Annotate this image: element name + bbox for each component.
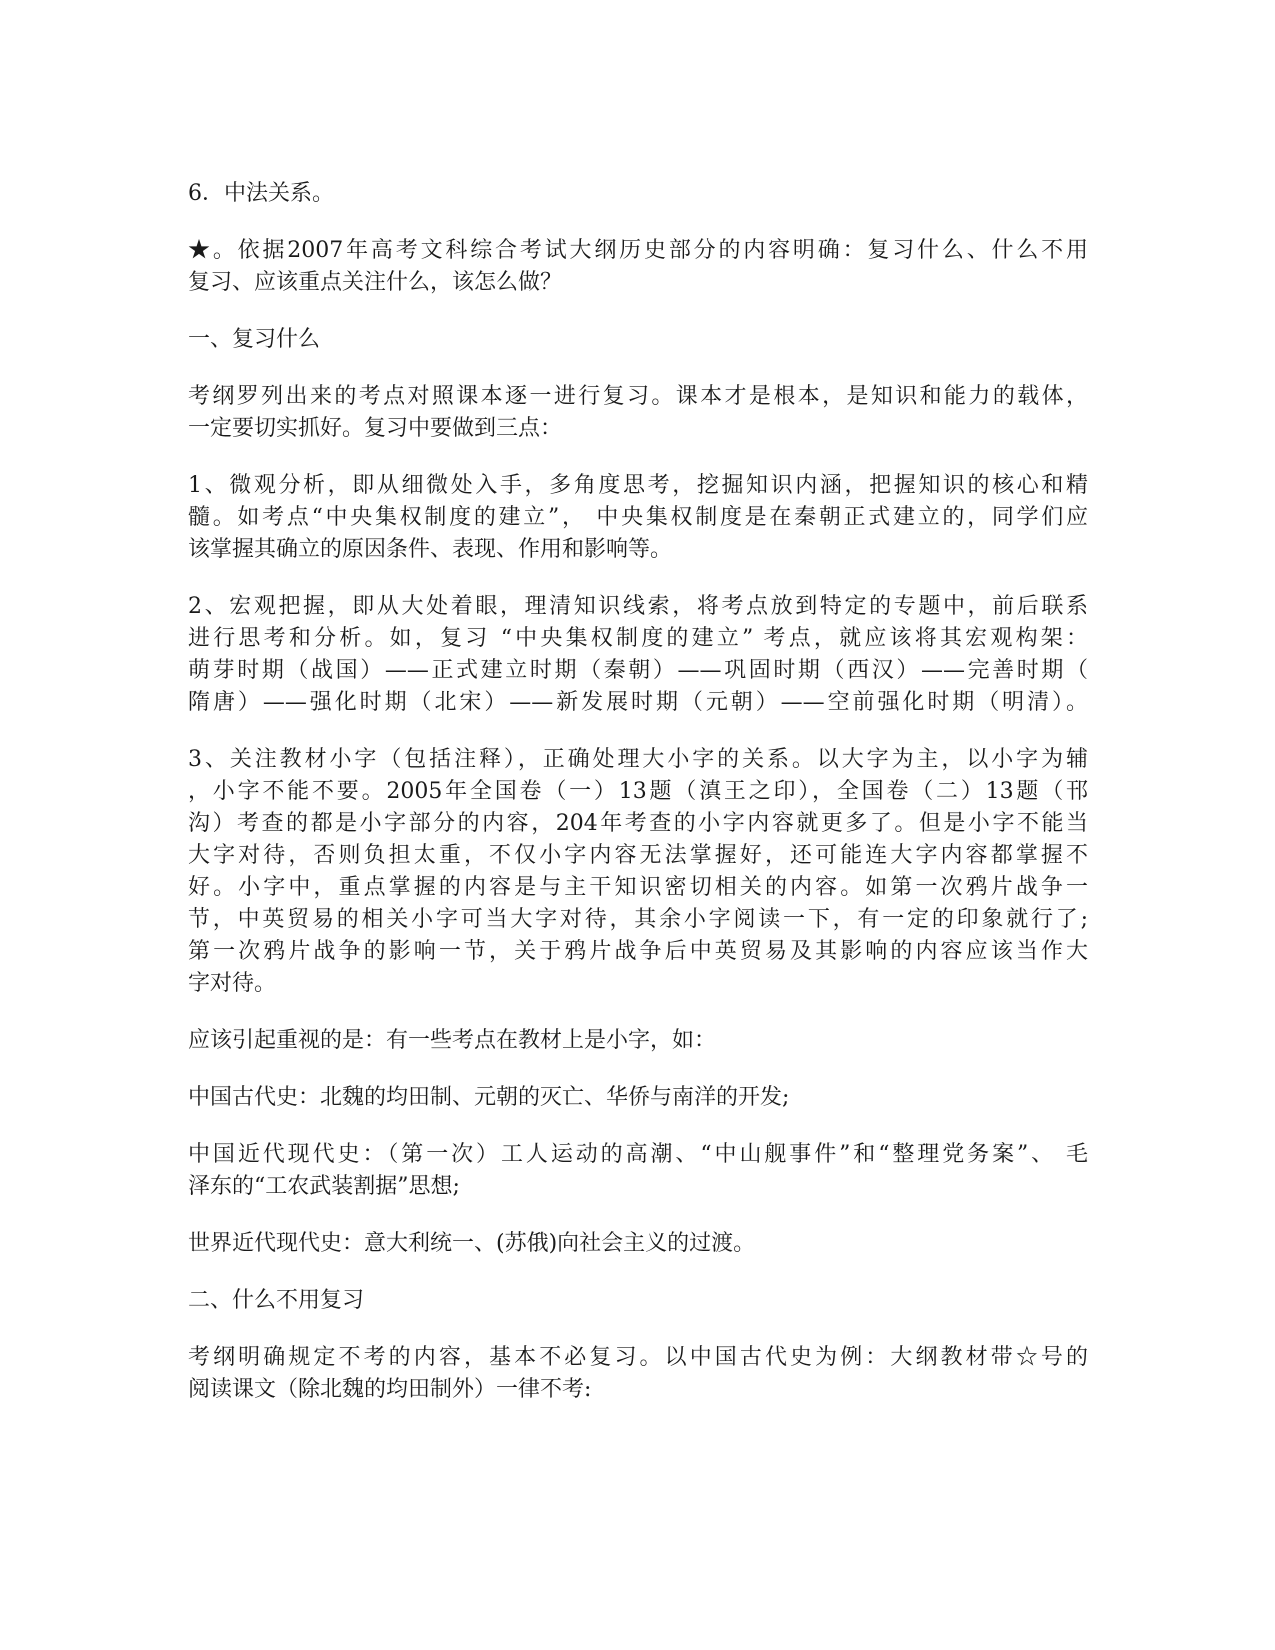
text-line: 1、微观分析，即从细微处入手，多角度思考，挖掘知识内涵，把握知识的核心和精 bbox=[188, 473, 1088, 498]
text-line: 萌芽时期（战国）——正式建立时期（秦朝）——巩固时期（西汉）——完善时期（ bbox=[188, 658, 1088, 683]
text-line: 考纲明确规定不考的内容，基本不必复习。以中国古代史为例：大纲教材带☆号的 bbox=[188, 1345, 1088, 1370]
text-line: 应该引起重视的是：有一些考点在教材上是小字，如： bbox=[188, 1028, 717, 1053]
text-line: 二、什么不用复习 bbox=[188, 1288, 365, 1313]
text-line: 髓。如考点“中央集权制度的建立”， 中央集权制度是在秦朝正式建立的，同学们应 bbox=[188, 505, 1088, 530]
intro-paragraph bbox=[188, 235, 1088, 299]
body-paragraph bbox=[188, 381, 1088, 445]
body-paragraph bbox=[188, 1025, 1088, 1057]
list-paragraph bbox=[188, 1228, 1088, 1260]
text-line: 中国古代史：北魏的均田制、元朝的灭亡、华侨与南洋的开发; bbox=[188, 1085, 790, 1110]
text-line: 中国近代现代史：（第一次）工人运动的高潮、“中山舰事件”和“整理党务案”、 毛 bbox=[188, 1142, 1088, 1167]
text-line: 3、关注教材小字（包括注释），正确处理大小字的关系。以大字为主，以小字为辅 bbox=[188, 747, 1088, 772]
text-line: 好。小字中，重点掌握的内容是与主干知识密切相关的内容。如第一次鸦片战争一 bbox=[188, 875, 1088, 900]
text-line: 6．中法关系。 bbox=[188, 181, 334, 206]
section-heading bbox=[188, 324, 1088, 356]
text-line: 大字对待，否则负担太重，不仅小字内容无法掌握好，还可能连大字内容都掌握不 bbox=[188, 843, 1088, 868]
numbered-paragraph bbox=[188, 470, 1088, 566]
text-line: 隋唐）——强化时期（北宋）——新发展时期（元朝）——空前强化时期（明清）。 bbox=[188, 690, 1088, 715]
text-line: 一、复习什么 bbox=[188, 327, 321, 352]
text-line: 泽东的“工农武装割据”思想; bbox=[188, 1174, 460, 1199]
document-page bbox=[188, 178, 1088, 1431]
text-line: ★。依据2007年高考文科综合考试大纲历史部分的内容明确：复习什么、什么不用 bbox=[188, 238, 1088, 263]
text-line: 阅读课文（除北魏的均田制外）一律不考: bbox=[188, 1377, 592, 1402]
text-line: 沟）考查的都是小字部分的内容，204年考查的小字内容就更多了。但是小字不能当 bbox=[188, 811, 1088, 836]
numbered-paragraph bbox=[188, 744, 1088, 1000]
section-heading bbox=[188, 1285, 1088, 1317]
list-paragraph bbox=[188, 1139, 1088, 1203]
text-line: 第一次鸦片战争的影响一节，关于鸦片战争后中英贸易及其影响的内容应该当作大 bbox=[188, 939, 1088, 964]
body-paragraph bbox=[188, 1342, 1088, 1406]
numbered-paragraph bbox=[188, 591, 1088, 719]
section-item-heading bbox=[188, 178, 1088, 210]
text-line: ，小字不能不要。2005年全国卷（一）13题（滇王之印），全国卷（二）13题（邗 bbox=[188, 779, 1088, 804]
text-line: 节，中英贸易的相关小字可当大字对待，其余小字阅读一下，有一定的印象就行了; bbox=[188, 907, 1088, 932]
text-line: 该掌握其确立的原因条件、表现、作用和影响等。 bbox=[188, 537, 673, 562]
text-line: 2、宏观把握，即从大处着眼，理清知识线索，将考点放到特定的专题中，前后联系 bbox=[188, 594, 1088, 619]
list-paragraph bbox=[188, 1082, 1088, 1114]
text-line: 一定要切实抓好。复习中要做到三点： bbox=[188, 416, 563, 441]
text-line: 进行思考和分析。如，复习 “中央集权制度的建立” 考点，就应该将其宏观构架： bbox=[188, 626, 1088, 651]
text-line: 世界近代现代史：意大利统一、(苏俄)向社会主义的过渡。 bbox=[188, 1231, 756, 1256]
text-line: 复习、应该重点关注什么，该怎么做？ bbox=[188, 270, 563, 295]
text-line: 考纲罗列出来的考点对照课本逐一进行复习。课本才是根本，是知识和能力的载体， bbox=[188, 384, 1088, 409]
text-line: 字对待。 bbox=[188, 971, 277, 996]
